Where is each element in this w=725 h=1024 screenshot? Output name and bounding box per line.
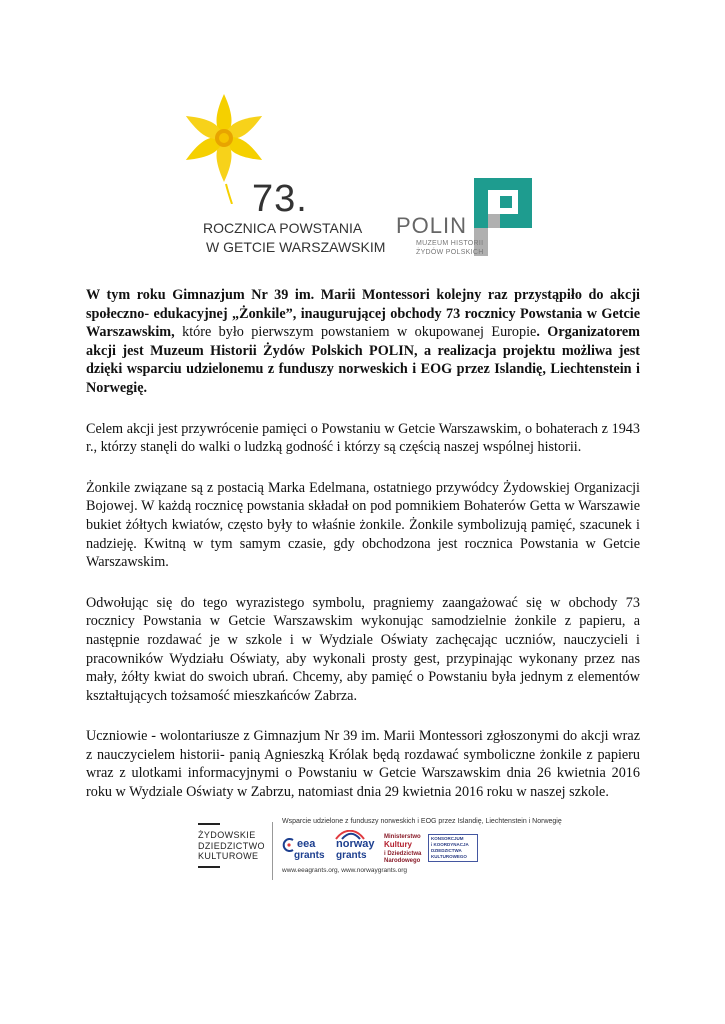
grants-urls: www.eeagrants.org, www.norwaygrants.org xyxy=(282,867,408,874)
paragraph-engagement: Odwołując się do tego wyrazistego symbolu, pragniemy zaangażować się w obchody 73 rocznicy Powstania w Getcie Warszawskim wykonując samodzielnie żonkile z papieru, a następnie rozdawać je w szkole i w Wydziale Oświaty zachęcając uczniów, nauczycieli i pracowników Wydziału Oświaty, aby wykonali prosty gest, przypinając wykonany przez nas mały, żółty kwiat do swoich ubrań. Chcemy, aby pamięć o Powstaniu była jednym z elementów kształtujących tożsamość mieszkańców Zabrza. xyxy=(86,594,640,704)
org-line2: DZIEDZICTWO xyxy=(198,840,265,851)
eea-grants-line2: grants xyxy=(294,850,325,861)
intro-plain-text: które było pierwszym powstaniem w okupowanej Europie xyxy=(174,324,537,341)
paragraph-intro xyxy=(86,286,640,398)
konsortium-line1: KONSORCJUM xyxy=(431,836,464,841)
paragraph-goal: Celem akcji jest przywrócenie pamięci o Powstaniu w Getcie Warszawskim, o bohaterach z 1943 r., którzy stanęli do walki o ludzką godność i którzy są częścią naszej wspólnej historii. xyxy=(86,420,640,456)
eea-grants-line1: eea xyxy=(297,838,316,850)
footer-divider xyxy=(272,822,273,880)
jewish-heritage-logo xyxy=(198,830,265,862)
ministry-line1: Ministerstwo xyxy=(384,834,421,840)
paragraph-volunteers: Uczniowie - wolontariusze z Gimnazjum Nr 39 im. Marii Montessori zgłoszonymi do akcji wraz z nauczycielem historii- panią Agnieszką Królak będą rozdawać symboliczne żonkile z papieru wraz z ulotkami informacyjnymi o Powstaniu w Getcie Warszawskim dnia 26 kwietnia 2016 roku w Wydziale Oświaty w Zabrzu, natomiast dnia 29 kwietnia 2016 roku w naszej szkole. xyxy=(86,728,640,801)
org-logo-rule-top xyxy=(198,823,220,825)
polin-subtitle-line2: ŻYDÓW POLSKICH xyxy=(416,249,484,256)
intro-bold-organizer: . Organizatorem akcji jest Muzeum Historii Żydów Polskich POLIN, a realizacja projektu możliwa jest dzięki wsparciu udzielonemu z funduszy norweskich i EOG przez Islandię, Liechtenstein i Norwegię. xyxy=(86,324,640,396)
grants-support-text: Wsparcie udzielone z funduszy norweskich i EOG przez Islandię, Liechtenstein i Norwegię xyxy=(282,818,562,825)
org-line1: ŻYDOWSKIE xyxy=(198,830,256,840)
ministry-line4: Narodowego xyxy=(384,858,421,864)
intro-bold-lead: W tym roku Gimnazjum Nr 39 im. Marii Montessori kolejny raz przystąpiło do akcji społeczno- edukacyjnej „Żonkile”, inaugurującej obchody 73 rocznicy Powstania w Getcie Warszawskim, xyxy=(86,287,640,341)
polin-wordmark: POLIN xyxy=(396,213,468,238)
anniversary-number: 73. xyxy=(252,178,308,220)
document-body xyxy=(86,286,640,824)
ministry-line3: i Dziedzictwa xyxy=(384,851,422,857)
org-logo-rule-bottom xyxy=(198,866,220,868)
konsortium-line2: i KOORDYNACJA xyxy=(431,842,469,847)
norway-grants-line2: grants xyxy=(336,850,367,861)
konsortium-line4: KULTUROWEGO xyxy=(431,854,467,859)
org-line3: KULTUROWE xyxy=(198,851,259,861)
anniversary-title-line2: W GETCIE WARSZAWSKIM xyxy=(206,239,386,255)
polin-subtitle-line1: MUZEUM HISTORII xyxy=(416,240,484,247)
konsortium-line3: DZIEDZICTWA xyxy=(431,848,462,853)
norway-grants-line1: norway xyxy=(336,838,375,850)
ministry-line2: Kultury xyxy=(384,840,412,849)
paragraph-daffodil-symbol: Żonkile związane są z postacią Marka Edelmana, ostatniego przywódcy Żydowskiej Organizacji Bojowej. W każdą rocznicę powstania składał on pod pomnikiem Bohaterów Getta w Warszawie bukiet żółtych kwiatów, często były to właśnie żonkile. Żonkile symbolizują pamięć, szacunek i nadzieję. Kwitną w tym samym czasie, gdy obchodzona jest rocznica Powstania w Getcie Warszawskim. xyxy=(86,479,640,571)
anniversary-title-line1: ROCZNICA POWSTANIA xyxy=(203,220,363,236)
